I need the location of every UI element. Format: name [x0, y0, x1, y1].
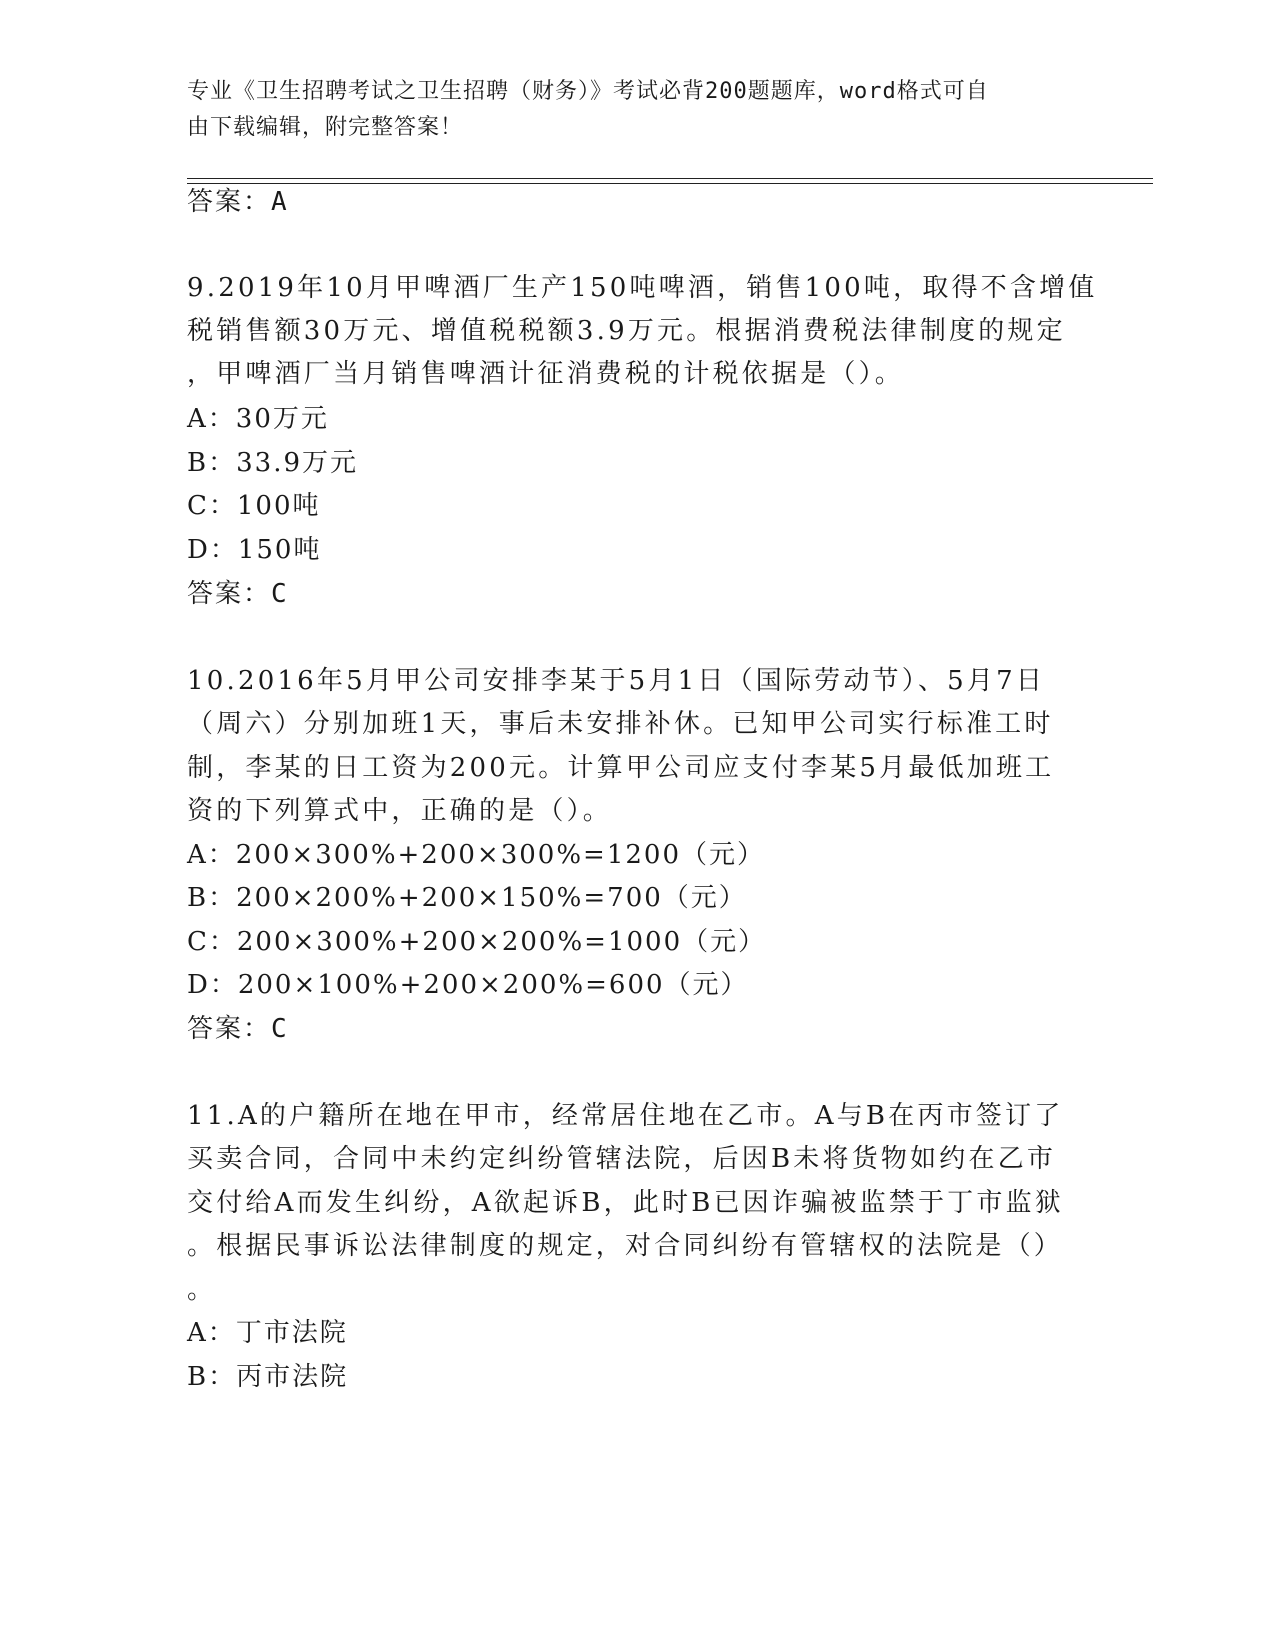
question-10-answer: 答案：C — [187, 1014, 289, 1044]
answer-previous: 答案：A — [187, 187, 289, 217]
question-11-option-b: B：丙市法院 — [187, 1362, 349, 1392]
question-10-line-4: 资的下列算式中，正确的是（）。 — [187, 796, 613, 826]
question-10-option-b: B：200×200%+200×150%=700（元） — [187, 883, 747, 913]
question-9-option-d: D：150吨 — [187, 535, 322, 565]
header-rule-top — [187, 178, 1153, 179]
question-11-line-5: 。 — [187, 1275, 217, 1305]
header-rule-bottom — [187, 183, 1153, 184]
header-line-1: 专业《卫生招聘考试之卫生招聘（财务）》考试必背200题题库，word格式可自 — [187, 79, 989, 104]
question-10-line-1: 10.2016年5月甲公司安排李某于5月1日（国际劳动节）、5月7日 — [187, 666, 1046, 696]
question-10-option-d: D：200×100%+200×200%=600（元） — [187, 970, 749, 1000]
question-9-answer: 答案：C — [187, 579, 289, 609]
question-9-option-c: C：100吨 — [187, 491, 321, 521]
header-line-2: 由下载编辑，附完整答案！ — [187, 115, 464, 140]
question-9-option-a: A：30万元 — [187, 404, 329, 434]
question-10-option-c: C：200×300%+200×200%=1000（元） — [187, 927, 767, 957]
document-header — [187, 74, 1077, 146]
question-9-line-2: 税销售额30万元、增值税税额3.9万元。根据消费税法律制度的规定 — [187, 316, 1066, 346]
question-9-line-3: ，甲啤酒厂当月销售啤酒计征消费税的计税依据是（）。 — [187, 359, 905, 389]
question-9-line-1: 9.2019年10月甲啤酒厂生产150吨啤酒，销售100吨，取得不含增值 — [187, 273, 1098, 303]
question-9-option-b: B：33.9万元 — [187, 448, 358, 478]
question-10-line-2: （周六）分别加班1天，事后未安排补休。已知甲公司实行标准工时 — [187, 709, 1054, 739]
question-11-line-2: 买卖合同，合同中未约定纠纷管辖法院，后因B未将货物如约在乙市 — [187, 1144, 1057, 1174]
question-10-line-3: 制，李某的日工资为200元。计算甲公司应支付李某5月最低加班工 — [187, 753, 1055, 783]
question-11-option-a: A：丁市法院 — [187, 1318, 348, 1348]
question-10-option-a: A：200×300%+200×300%=1200（元） — [187, 840, 765, 870]
question-11-line-1: 11.A的户籍所在地在甲市，经常居住地在乙市。A与B在丙市签订了 — [187, 1101, 1064, 1131]
question-11-line-3: 交付给A而发生纠纷，A欲起诉B，此时B已因诈骗被监禁于丁市监狱 — [187, 1188, 1064, 1218]
question-11-line-4: 。根据民事诉讼法律制度的规定，对合同纠纷有管辖权的法院是（） — [187, 1231, 1064, 1261]
